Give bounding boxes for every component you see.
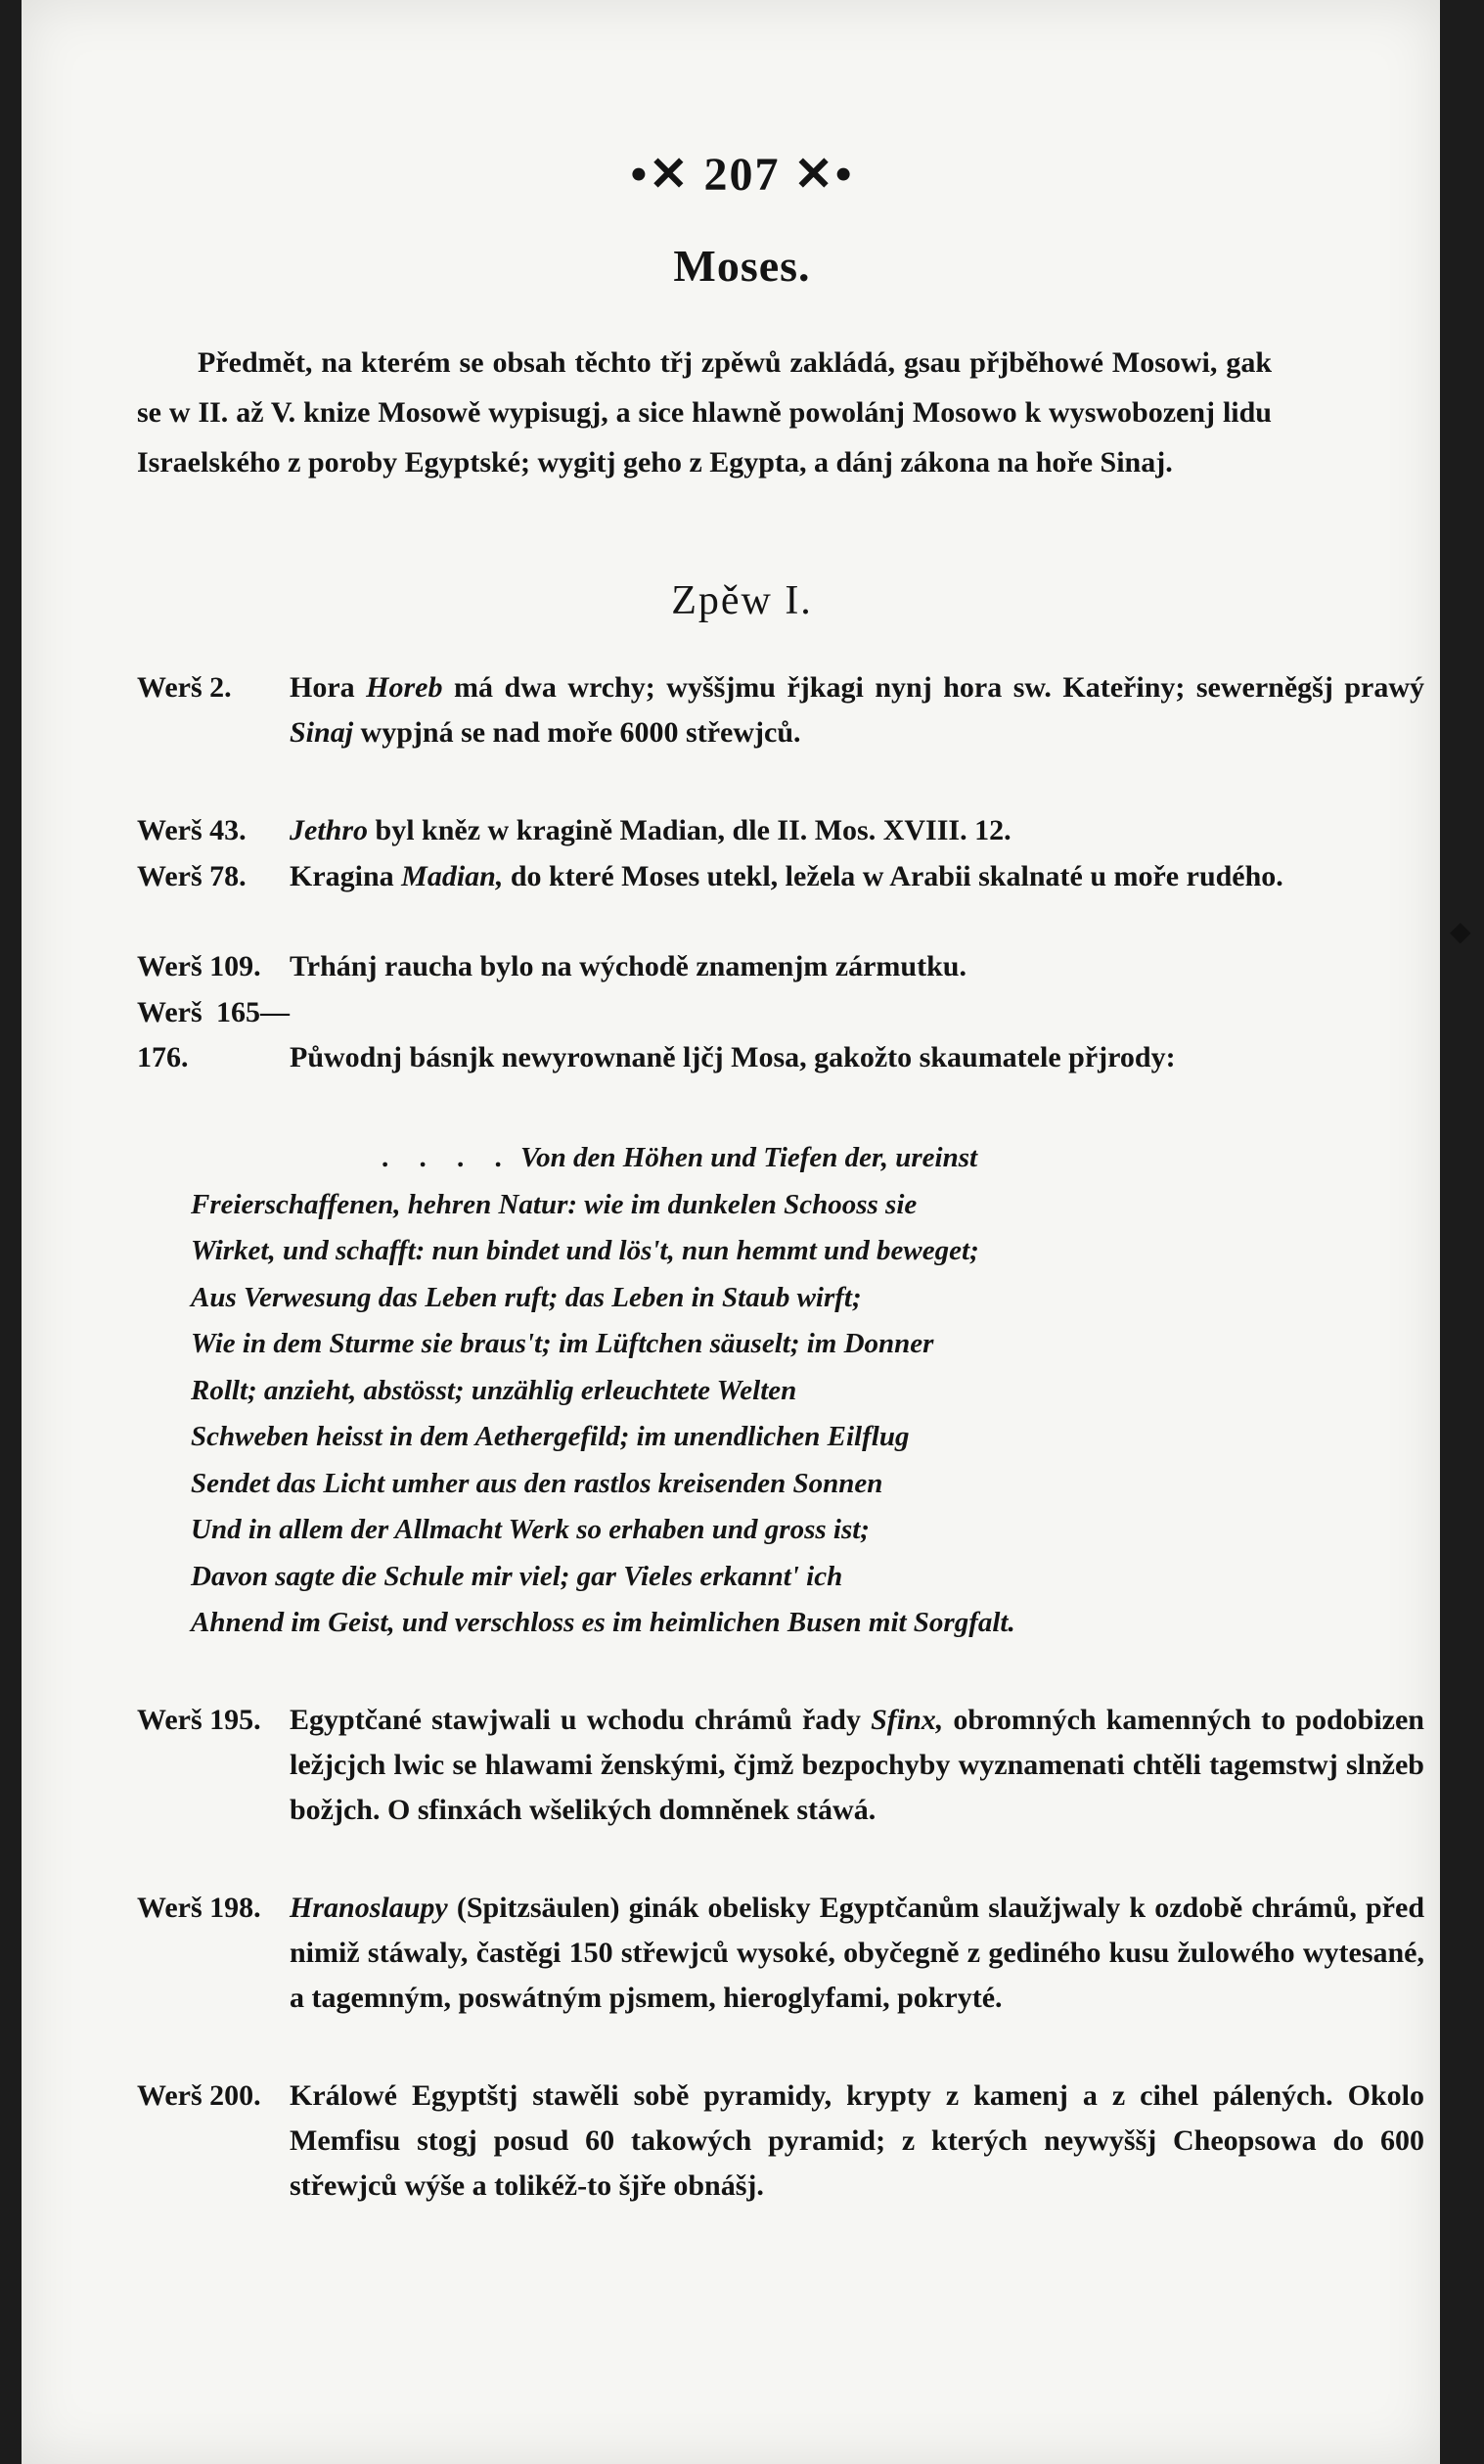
page-title: Moses. <box>673 241 811 291</box>
verse-line: Wirket, und schafft: nun bindet und lös't, nun hemmt und beweget; <box>191 1235 979 1266</box>
note-entry <box>137 1886 1424 2021</box>
note-italic-term: Sfinx, <box>871 1704 944 1736</box>
note-entry <box>137 990 1424 1080</box>
note-text: byl kněz w kragině Madian, dle II. Mos. XVIII. 12. <box>368 814 1012 846</box>
verse-line: Sendet das Licht umher aus den rastlos kreisenden Sonnen <box>191 1467 883 1499</box>
note-text: má dwa wrchy; wyššjmu řjkagi nynj hora sw. Kateřiny; sewerněgšj prawý <box>442 671 1424 704</box>
verse-line: Freierschaffenen, hehren Natur: wie im dunkelen Schooss sie <box>191 1188 918 1220</box>
verse-line: Rollt; anzieht, abstösst; unzählig erleuchtete Welten <box>191 1374 797 1406</box>
note-text: Kragina <box>290 860 402 892</box>
note-italic-term: Horeb <box>366 671 443 704</box>
note-italic-term: Madian, <box>401 860 504 892</box>
page-number-ornament-left: •✕ <box>630 149 704 201</box>
note-text: Hora <box>290 671 367 704</box>
note-entry <box>137 2074 1424 2209</box>
section-heading: Zpěw I. <box>671 578 813 623</box>
page-number-value: 207 <box>703 149 781 201</box>
note-verse-label: Werš 2. <box>137 671 232 704</box>
verse-line: Und in allem der Allmacht Werk so erhaben und gross ist; <box>191 1514 870 1545</box>
note-verse-label: Werš 198. <box>137 1892 261 1924</box>
note-verse-label: Werš 200. <box>137 2079 261 2112</box>
note-verse-label: Werš 43. <box>137 814 247 846</box>
note-entry <box>137 808 1424 853</box>
note-entry <box>137 944 1424 989</box>
note-entry <box>137 854 1424 899</box>
verse-line: Ahnend im Geist, und verschloss es im heimlichen Busen mit Sorgfalt. <box>191 1607 1015 1638</box>
note-entry <box>137 665 1424 755</box>
verse-line: Aus Verwesung das Leben ruft; das Leben in Staub wirft; <box>191 1281 862 1313</box>
verse-lead-dots: . . . . <box>382 1142 514 1173</box>
verse-line: Wie in dem Sturme sie braus't; im Lüftchen säuselt; im Donner <box>191 1328 934 1359</box>
note-text: do které Moses utekl, ležela w Arabii skalnaté u moře rudého. <box>503 860 1283 892</box>
verse-first-text: Von den Höhen und Tiefen der, ureinst <box>520 1142 978 1173</box>
verse-line: Davon sagte die Schule mir viel; gar Vieles erkannt' ich <box>191 1560 843 1592</box>
margin-marker-icon: ◆ <box>1450 917 1471 947</box>
verse-line: Schweben heisst in dem Aethergefild; im unendlichen Eilflug <box>191 1421 910 1452</box>
note-italic-term: Jethro <box>290 814 369 846</box>
note-text: (Spitzsäulen) ginák obelisky Egyptčanům slaužjwaly k ozdobě chrámů, před nimiž stáwaly, častěgi 150 střewjců wysoké, obyčegně z gediného kusu žulowého wytesané, a tagemným, poswátným pjsmem, hieroglyfami, pokryté. <box>290 1892 1424 2014</box>
note-verse-label: Werš 165—176. <box>137 996 290 1073</box>
page-number <box>0 147 1484 202</box>
note-text: Králowé Egyptštj stawěli sobě pyramidy, krypty z kamenj a z cihel pálených. Okolo Memfisu stogj posud 60 takowých pyramid; z kterých neywyššj Cheopsowa do 600 střewjců wýše a tolikéž-to šjře obnášj. <box>290 2079 1424 2202</box>
note-text: Trhánj raucha bylo na wýchodě znamenjm zármutku. <box>290 950 967 982</box>
note-verse-label: Werš 195. <box>137 1704 261 1736</box>
note-text: Egyptčané stawjwali u wchodu chrámů řady <box>290 1704 872 1736</box>
note-italic-term: Sinaj <box>290 716 354 749</box>
page-number-ornament-right: ✕• <box>780 149 854 201</box>
verse-quotation <box>191 1135 1286 1647</box>
note-verse-label: Werš 78. <box>137 860 247 892</box>
verse-lines <box>191 1182 1286 1647</box>
verse-first-line <box>191 1135 1286 1182</box>
note-verse-label: Werš 109. <box>137 950 261 982</box>
intro-paragraph: Předmět, na kterém se obsah těchto třj zpěwů zakládá, gsau přjběhowé Mosowi, gak se w II. až V. knize Mosowě wypisugj, a sice hlawně powolánj Mosowo k wyswobozenj lidu Israelského z poroby Egyptské; wygitj geho z Egypta, a dánj zákona na hoře Sinaj. <box>137 346 1272 479</box>
note-entry <box>137 1698 1424 1833</box>
note-text: Půwodnj básnjk newyrownaně ljčj Mosa, gakožto skaumatele přjrody: <box>290 1041 1176 1073</box>
note-italic-term: Hranoslaupy <box>290 1892 448 1924</box>
note-text: wypjná se nad moře 6000 střewjců. <box>353 716 801 749</box>
note-text: obromných kamenných to podobizen ležjcjch lwic se hlawami ženskými, čjmž bezpochyby wyznamenati chtěli tagemstwj slnžeb božjch. O sfinxách wšelikých domněnek stáwá. <box>290 1704 1424 1826</box>
